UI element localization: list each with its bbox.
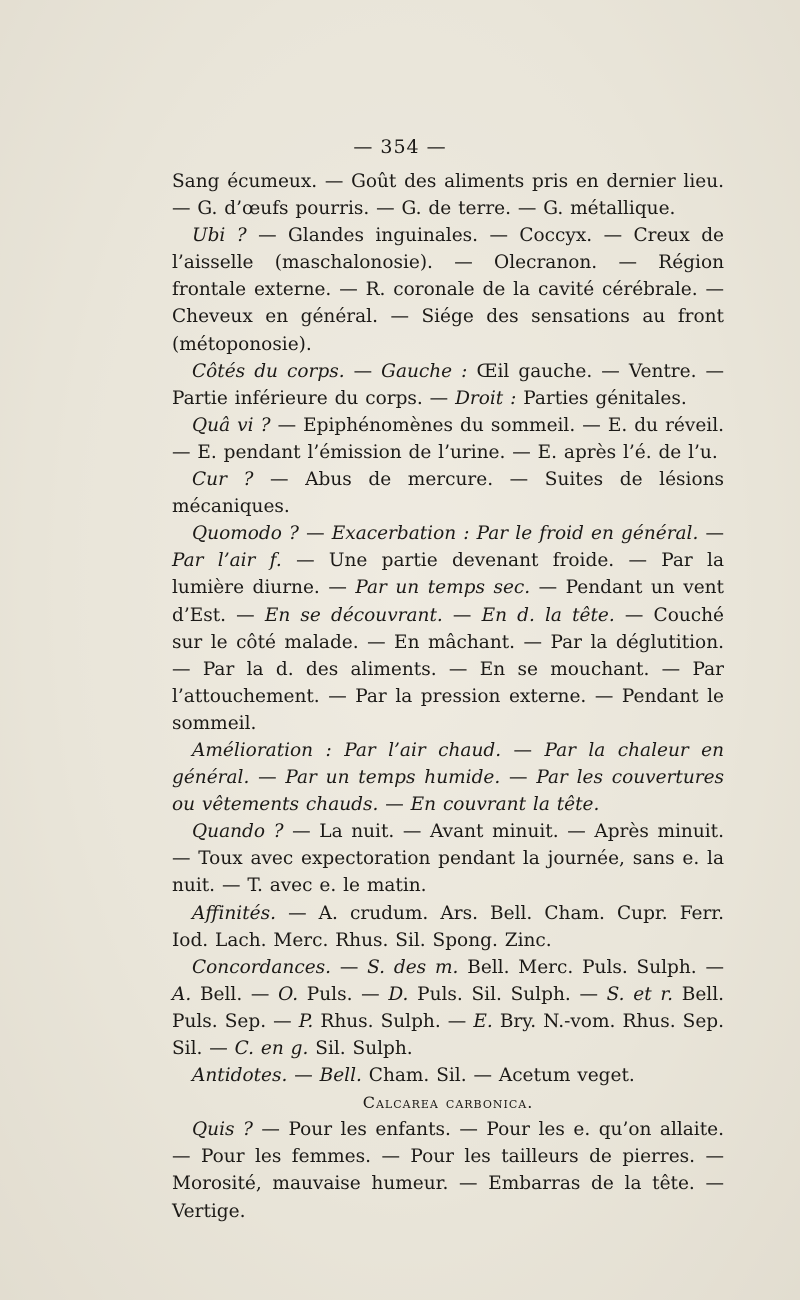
italic-abbrev: S. des m.: [367, 956, 459, 978]
paragraph-taste: [172, 168, 724, 222]
text-run: Puls. Sil. Sulph. —: [408, 983, 607, 1005]
text-run: —: [501, 739, 545, 761]
italic-phrase: Par un temps sec.: [355, 577, 531, 599]
italic-phrase: Par les couvertures ou vêtements chauds.: [172, 767, 725, 816]
paragraph-quis: [172, 1116, 724, 1224]
label-gauche: Gauche :: [381, 360, 468, 382]
paragraph-affinites: [172, 900, 724, 954]
text-run: Cham. Sil. — Acetum veget.: [361, 1065, 635, 1087]
italic-phrase: Par la chaleur en général.: [172, 739, 724, 789]
label-droit: Droit :: [455, 387, 517, 409]
text-run: Bell. —: [191, 983, 279, 1005]
section-label-concordances: Concordances.: [192, 956, 332, 978]
italic-abbrev: E.: [473, 1010, 493, 1032]
italic-phrase: Par l’air f.: [172, 550, 282, 572]
text-run: Bell. Puls. Sep. —: [172, 983, 725, 1032]
remedy-heading: [172, 1089, 724, 1116]
paragraph-antidotes: [172, 1062, 724, 1089]
paragraph-qua-vi: [172, 412, 724, 466]
text-run: —: [331, 956, 368, 978]
body-text: [172, 168, 724, 1225]
italic-abbrev: A.: [172, 983, 192, 1005]
page-number: — 354 —: [353, 136, 447, 158]
italic-abbrev: O.: [278, 983, 299, 1005]
section-label-antidotes: Antidotes.: [192, 1065, 288, 1087]
text-run: — Pour les enfants. — Pour les e. qu’on allaite. — Pour les femmes. — Pour les tailleurs de pierres. — Morosité, mauvaise humeur. — Embarras de la tête. — Vertige.: [172, 1119, 724, 1222]
text-run: — Glandes inguinales. — Coccyx. — Creux de l’aisselle (maschalonosie). — Olecranon. — Région frontale externe. — R. coronale de la cavité cérébrale. — Cheveux en général. — Siége des sensations au front (métoponosie).: [172, 225, 724, 355]
paragraph-concordances: [172, 954, 724, 1062]
text-run: —: [298, 523, 332, 545]
text-run: —: [249, 767, 286, 789]
paragraph-quando: [172, 818, 724, 899]
paragraph-quomodo: [172, 520, 724, 737]
text-run: Sang écumeux. — Goût des aliments pris en dernier lieu. — G. d’œufs pourris. — G. de terre. — G. métallique.: [172, 171, 724, 220]
text-run: — Couché sur le côté malade. — En mâchant. — Par la déglutition. — Par la d. des aliments. — En se mouchant. — Par l’attouchement. — Par la pression externe. — Pendant le sommeil.: [172, 604, 724, 734]
italic-abbrev: S. et r.: [606, 983, 674, 1005]
label-amelioration: Amélioration : Par l’air chaud.: [192, 739, 502, 761]
text-run: Parties génitales.: [516, 387, 687, 409]
text-run: Puls. —: [298, 983, 389, 1005]
italic-phrase: Par un temps humide.: [285, 767, 501, 789]
section-label-qua-vi: Quâ vi ?: [192, 414, 271, 436]
italic-phrase: En couvrant la tête.: [410, 794, 600, 816]
text-run: —: [698, 523, 725, 545]
text-run: — A. crudum. Ars. Bell. Cham. Cupr. Ferr. Iod. Lach. Merc. Rhus. Sil. Spong. Zinc.: [172, 902, 724, 951]
italic-abbrev: P.: [298, 1010, 314, 1032]
paragraph-cotes: [172, 358, 724, 412]
text-run: —: [378, 794, 411, 816]
section-label-cur: Cur ?: [192, 469, 254, 491]
paragraph-amelioration: [172, 737, 724, 818]
section-label-quando: Quando ?: [192, 821, 284, 843]
text-run: — Abus de mercure. — Suites de lésions mécaniques.: [172, 469, 724, 518]
text-run: —: [287, 1065, 320, 1087]
italic-abbrev: C. en g.: [234, 1038, 309, 1059]
text-run: —: [442, 604, 482, 626]
paragraph-cur: [172, 466, 724, 520]
label-exacerbation: Exacerbation : Par le froid en général.: [331, 523, 699, 545]
text-run: —: [344, 360, 382, 382]
section-label-quis: Quis ?: [192, 1119, 253, 1141]
section-label-cotes: Côtés du corps.: [192, 360, 345, 382]
text-run: —: [500, 767, 537, 789]
italic-abbrev: Bell.: [319, 1065, 362, 1087]
section-label-quomodo: Quomodo ?: [192, 523, 299, 545]
section-label-ubi: Ubi ?: [192, 225, 247, 247]
text-run: Sil. Sulph.: [308, 1038, 413, 1059]
text-run: Rhus. Sulph. —: [313, 1010, 474, 1032]
italic-phrase: En se découvrant.: [264, 604, 443, 626]
section-label-affinites: Affinités.: [192, 902, 276, 924]
text-run: — La nuit. — Avant minuit. — Après minuit. — Toux avec expectoration pendant la journée, sans e. la nuit. — T. avec e. le matin.: [172, 821, 724, 897]
remedy-title: Calcarea carbonica.: [362, 1093, 534, 1113]
text-run: — Pendant un vent d’Est. —: [172, 577, 724, 626]
text-run: — Epiphénomènes du sommeil. — E. du réveil. — E. pendant l’émission de l’urine. — E. après l’é. de l’u.: [172, 414, 724, 463]
text-run: Bry. N.-vom. Rhus. Sep. Sil. —: [172, 1010, 724, 1059]
paragraph-ubi: [172, 222, 724, 357]
italic-abbrev: D.: [388, 983, 409, 1005]
text-run: Œil gauche. — Ventre. — Partie inférieure du corps. —: [172, 360, 725, 409]
text-run: — Une partie devenant froide. — Par la lumière diurne. —: [172, 550, 724, 599]
text-run: Bell. Merc. Puls. Sulph. —: [458, 956, 725, 978]
italic-phrase: En d. la tête.: [481, 604, 615, 626]
